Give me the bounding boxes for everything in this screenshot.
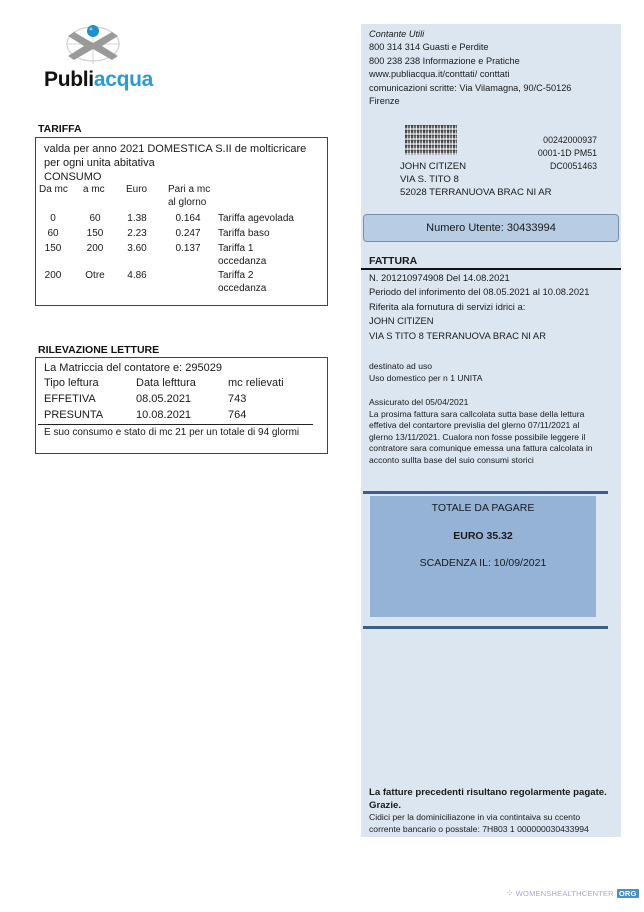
letture-box: La Matriccia del contatore e: 295029 Tipo leftura Data lefttura mc relievati EFFETIVA 08.05.2021 743 PRESUNTA 10.08.2021 764 E suo consumo e stato di mc 21 per un totale di 94 glormi bbox=[35, 357, 328, 454]
col-header-pari: Pari a mc bbox=[168, 184, 211, 195]
recipient-address: JOHN CITIZEN VIA S. TITO 8 52028 TERRANUOVA BRAC NI AR bbox=[400, 161, 552, 198]
fattura-details: N. 201210974908 Del 14.08.2021 Periodo del inforimento del 08.05.2021 al 10.08.2021 Riferita ala fornutura di servizi idrici a: JOHN CITIZEN VIA S TITO 8 TERRANUOVA BRAC NI AR bbox=[369, 272, 590, 341]
contact-line: comunicazioni scritte: Via Vilamagna, 90/C-50126 bbox=[369, 82, 572, 93]
logo-mark-icon bbox=[62, 24, 124, 68]
col-header-pari-2: al glorno bbox=[168, 197, 207, 208]
letture-title: RILEVAZIONE LETTURE bbox=[38, 344, 160, 356]
contacts-block bbox=[369, 28, 571, 108]
matricola-line: La Matriccia del contatore e: 295029 bbox=[44, 362, 222, 374]
tariffa-line: per ogni unita abitativa bbox=[44, 157, 155, 169]
contacts-title: Contante Utili bbox=[369, 29, 425, 39]
consumo-summary: E suo consumo e stato di mc 21 per un totale di 94 glormi bbox=[44, 427, 300, 438]
contact-link[interactable]: www.publiacqua.it/conttati/ conttati bbox=[369, 69, 510, 80]
contact-line: 800 314 314 Guasti e Perdite bbox=[369, 42, 489, 53]
tariffa-title: TARIFFA bbox=[38, 123, 82, 135]
assicurato-block: Assicurato del 05/04/2021 La prosima fattura sara callcolata sutta base della lettura effetiva del contartore previslia del glerno 07/11/2021 al glerno 13/11/2021. Cualora non fosse possibile leggere il contratore sara comunique emessa una fattura calcolata in acconto sullta base del suio consumi storici bbox=[369, 397, 593, 465]
totale-box bbox=[370, 496, 596, 617]
publiacqua-logo bbox=[44, 24, 154, 94]
tariffa-line: CONSUMO bbox=[44, 171, 102, 183]
logo-wordmark: Publiacqua bbox=[44, 68, 154, 91]
fattura-title: FATTURA bbox=[369, 255, 418, 267]
divider-bar bbox=[363, 626, 608, 629]
col-header-a-mc: a mc bbox=[83, 184, 105, 195]
domiciliazione-info: Cidici per la dominiciliazone in via contintaiva su ccento corrente bancario o posstale: 7H803 1 000000030433994 bbox=[369, 812, 589, 834]
dots-icon: ⁘ bbox=[506, 888, 514, 898]
tariffa-line: valda per anno 2021 DOMESTICA S.II de molticricare bbox=[44, 143, 307, 155]
tariffa-box: valda per anno 2021 DOMESTICA S.II de molticricare per ogni unita abitativa CONSUMO Da mc a mc Euro Pari a mc al glorno 0 60 1.38 0.164 Tariffa agevolada 60 150 2.23 0.247 Tariffa baso 150 200 3.60 0.137 Tariffa 1 occedanza 200 Otre 4.86 Tariffa 2 occedanza bbox=[35, 137, 328, 306]
divider-bar bbox=[363, 491, 608, 494]
contact-line: Firenze bbox=[369, 96, 400, 107]
col-header-euro: Euro bbox=[126, 184, 148, 195]
paid-notice: La fatture precedenti risultano regolarmente pagate. Grazie. bbox=[369, 787, 607, 811]
reference-codes: 00242000937 0001-1D PM51 DC0051463 bbox=[537, 135, 597, 171]
totale-amount: EURO 35.32 bbox=[453, 530, 513, 542]
scadenza: SCADENZA IL: 10/09/2021 bbox=[419, 557, 547, 569]
uso-block: destinato ad uso Uso domestico per n 1 UNITA bbox=[369, 361, 483, 383]
divider bbox=[38, 424, 313, 425]
numero-utente-box: Numero Utente: 30433994 bbox=[363, 214, 619, 242]
divider bbox=[361, 268, 621, 270]
info-panel bbox=[361, 24, 621, 837]
contact-line: 800 238 238 Informazione e Pratiche bbox=[369, 55, 520, 66]
totale-label: TOTALE DA PAGARE bbox=[431, 502, 535, 514]
watermark: ⁘ WOMENSHEALTHCENTER ORG bbox=[506, 888, 637, 898]
col-header-da-mc: Da mc bbox=[39, 184, 68, 195]
datamatrix-barcode-icon bbox=[405, 125, 457, 155]
